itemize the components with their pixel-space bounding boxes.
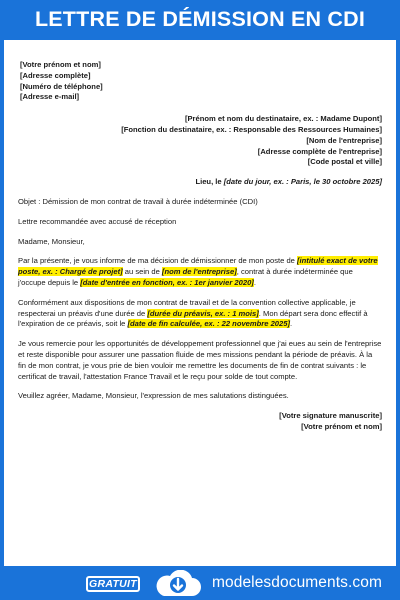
page-title: LETTRE DE DÉMISSION EN CDI	[34, 6, 366, 31]
intro-text-1: Par la présente, je vous informe de ma décision de démissionner de mon poste de	[18, 256, 298, 266]
paragraph-closing: Veuillez agréer, Madame, Monsieur, l'expression de mes salutations distinguées.	[18, 391, 289, 401]
page-footer	[0, 568, 400, 600]
sender-block	[20, 60, 382, 103]
intro-text-3: , contrat à durée indéterminée que j'occupe depuis le	[18, 267, 353, 287]
placeholder-end-date: [date de fin calculée, ex. : 22 novembre 2025]	[127, 319, 291, 329]
signature-name: [Votre prénom et nom]	[301, 421, 382, 431]
paragraph-intro	[18, 256, 382, 288]
notice-text-3: .	[290, 319, 293, 329]
date-value: [date du jour, ex. : Paris, le 30 octobre 2025]	[223, 177, 382, 187]
placeholder-job-title: [intitulé exact de votre poste, ex. : Chargé de projet]	[18, 256, 378, 277]
recipient-block	[18, 114, 382, 168]
signature-placeholder: [Votre signature manuscrite]	[279, 411, 382, 421]
intro-text-2: au sein de	[122, 267, 162, 277]
letter-document	[4, 40, 396, 566]
recipient-function: [Fonction du destinataire, ex. : Responsable des Ressources Humaines]	[121, 124, 382, 134]
date-place: Lieu, le	[195, 177, 224, 187]
paragraph-notice	[18, 298, 382, 330]
page-header	[0, 0, 400, 38]
sender-email: [Adresse e-mail]	[20, 92, 80, 102]
intro-text-4: .	[253, 277, 256, 287]
sender-phone: [Numéro de téléphone]	[20, 81, 103, 91]
date-line	[18, 177, 382, 188]
recipient-address: [Adresse complète de l'entreprise]	[257, 146, 382, 156]
cloud-download-icon	[152, 570, 204, 598]
sender-address: [Adresse complète]	[20, 70, 91, 80]
sender-name: [Votre prénom et nom]	[20, 60, 101, 69]
letter-greeting: Madame, Monsieur,	[18, 236, 85, 246]
free-badge: GRATUIT	[86, 576, 140, 592]
placeholder-notice-duration: [durée du préavis, ex. : 1 mois]	[147, 308, 259, 318]
notice-text-1: Conformément aux dispositions de mon contrat de travail et de la convention collective applicable, je respecterai un préavis d'une durée de	[18, 297, 356, 318]
notice-text-2: . Mon départ sera donc effectif à l'expiration de ce préavis, soit le	[18, 308, 368, 329]
recipient-company: [Nom de l'entreprise]	[306, 135, 382, 145]
placeholder-company-name: [nom de l'entreprise]	[161, 267, 237, 277]
recipient-city: [Code postal et ville]	[307, 157, 382, 167]
site-link[interactable]: modelesdocuments.com	[212, 574, 382, 591]
paragraph-thanks: Je vous remercie pour les opportunités de développement professionnel que j'ai eues au sein de l'entreprise et reste disponible pour assurer une passation fluide de mes missions pendant la période de préavis. À la fin de mon contrat, je vous prie de bien vouloir me remettre les documents de fin de contrat suivants : le certificat de travail, l'attestation France Travail et le reçu pour solde de tout compte.	[18, 339, 382, 381]
placeholder-start-date: [date d'entrée en fonction, ex. : 1er janvier 2020]	[80, 277, 254, 287]
letter-mode: Lettre recommandée avec accusé de réception	[18, 216, 177, 226]
signature-block	[18, 411, 382, 433]
letter-object: Objet : Démission de mon contrat de travail à durée indéterminée (CDI)	[18, 196, 258, 206]
recipient-name: [Prénom et nom du destinataire, ex. : Madame Dupont]	[184, 114, 382, 124]
